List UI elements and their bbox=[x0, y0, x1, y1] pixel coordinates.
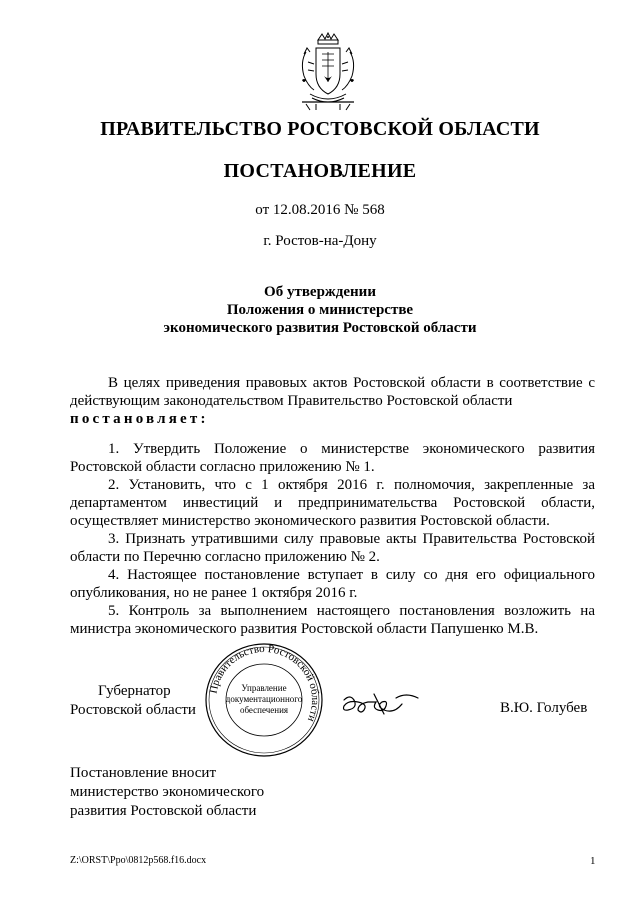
stamp-outer-text: Правительство Ростовской области bbox=[207, 642, 322, 724]
document-type: ПОСТАНОВЛЕНИЕ bbox=[223, 160, 417, 182]
stamp-inner-line: документационного bbox=[225, 694, 303, 704]
signer-position-line: Губернатор bbox=[98, 683, 171, 699]
stamp-inner-line: Управление bbox=[241, 683, 287, 693]
signer-position-line: Ростовской области bbox=[70, 702, 196, 718]
introduced-by-line: развития Ростовской области bbox=[70, 803, 257, 819]
preamble-text: В целях приведения правовых актов Ростовской области в соответствие с действующим законодательством Правительство Ростовской области bbox=[70, 375, 595, 409]
stamp-inner-line: обеспечения bbox=[239, 705, 289, 715]
page-number: 1 bbox=[590, 855, 596, 867]
preamble-keyword: постановляет: bbox=[70, 411, 209, 427]
list-item: 5. Контроль за выполнением настоящего постановления возложить на министра экономического развития Ростовской области Папушенко М.В. bbox=[70, 603, 595, 637]
introduced-by-line: Постановление вносит bbox=[70, 765, 217, 781]
date-and-number: от 12.08.2016 № 568 bbox=[255, 202, 385, 218]
document-subject bbox=[0, 283, 640, 337]
subject-line: экономического развития Ростовской области bbox=[163, 320, 477, 336]
file-path: Z:\ORST\Ppo\0812p568.f16.docx bbox=[70, 855, 207, 866]
coat-of-arms-icon bbox=[296, 32, 360, 112]
list-item: 4. Настоящее постановление вступает в силу со дня его официального опубликования, но не ранее 1 октября 2016 г. bbox=[70, 567, 595, 601]
city: г. Ростов-на-Дону bbox=[263, 233, 377, 249]
list-item: 3. Признать утратившими силу правовые акты Правительства Ростовской области по Перечню согласно приложению № 2. bbox=[70, 531, 595, 565]
organization-name: ПРАВИТЕЛЬСТВО РОСТОВСКОЙ ОБЛАСТИ bbox=[100, 118, 540, 140]
subject-line: Об утверждении bbox=[264, 284, 376, 300]
signer-name: В.Ю. Голубев bbox=[500, 700, 588, 716]
resolution-items bbox=[70, 440, 595, 638]
subject-line: Положения о министерстве bbox=[226, 302, 414, 318]
list-item: 1. Утвердить Положение о министерстве экономического развития Ростовской области согласно приложению № 1. bbox=[70, 441, 595, 475]
official-stamp bbox=[203, 641, 325, 759]
introduced-by bbox=[70, 764, 264, 821]
preamble bbox=[70, 374, 595, 428]
list-item: 2. Установить, что с 1 октября 2016 г. полномочия, закрепленные за департаментом инвестиций и предпринимательства Ростовской области, осуществляет министерство экономического развития Ростовской области. bbox=[70, 477, 595, 529]
introduced-by-line: министерство экономического bbox=[70, 784, 265, 800]
signer-position bbox=[70, 682, 196, 720]
handwritten-signature bbox=[338, 688, 438, 718]
